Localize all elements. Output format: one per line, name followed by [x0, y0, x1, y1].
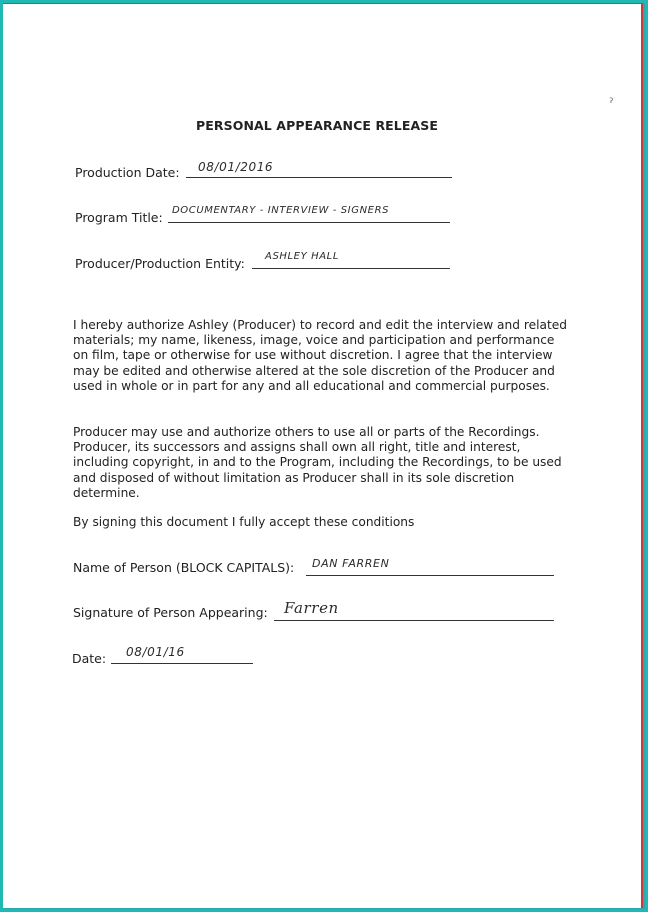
- production-date-label: Production Date:: [75, 165, 180, 180]
- producer-entity-label: Producer/Production Entity:: [75, 256, 245, 271]
- acceptance-statement: By signing this document I fully accept these conditions: [73, 515, 415, 529]
- authorization-paragraph: I hereby authorize Ashley (Producer) to record and edit the interview and related materials; my name, likeness, image, voice and participation and performance on film, tape or otherwise for use without discretion. I agree that the interview may be edited and otherwise altered at the sole discretion of the Producer and used in whole or in part for any and all educational and commercial purposes.: [73, 318, 567, 393]
- program-title-line: [168, 222, 450, 223]
- signoff-date-value[interactable]: 08/01/16: [126, 645, 185, 659]
- scan-speck: ˀ: [609, 96, 614, 110]
- program-title-value[interactable]: DOCUMENTARY - INTERVIEW - SIGNERS: [172, 205, 390, 216]
- production-date-value[interactable]: 08/01/2016: [198, 160, 274, 174]
- person-name-value[interactable]: DAN FARREN: [312, 557, 390, 570]
- signature-value[interactable]: Farren: [284, 599, 339, 617]
- producer-entity-value[interactable]: ASHLEY HALL: [265, 251, 339, 262]
- signature-line: [274, 620, 554, 621]
- signature-label: Signature of Person Appearing:: [73, 605, 268, 620]
- signoff-date-label: Date:: [72, 651, 107, 666]
- program-title-label: Program Title:: [75, 210, 163, 225]
- document-title: PERSONAL APPEARANCE RELEASE: [196, 118, 439, 133]
- signoff-date-line: [111, 663, 253, 664]
- person-name-line: [306, 575, 554, 576]
- rights-paragraph: Producer may use and authorize others to use all or parts of the Recordings. Producer, its successors and assigns shall own all right, title and interest, including copyright, in and to the Program, including the Recordings, to be used and disposed of without limitation as Producer shall in its sole discretion determine.: [73, 425, 562, 500]
- production-date-line: [186, 177, 452, 178]
- producer-entity-line: [252, 268, 450, 269]
- person-name-label: Name of Person (BLOCK CAPITALS):: [73, 560, 295, 575]
